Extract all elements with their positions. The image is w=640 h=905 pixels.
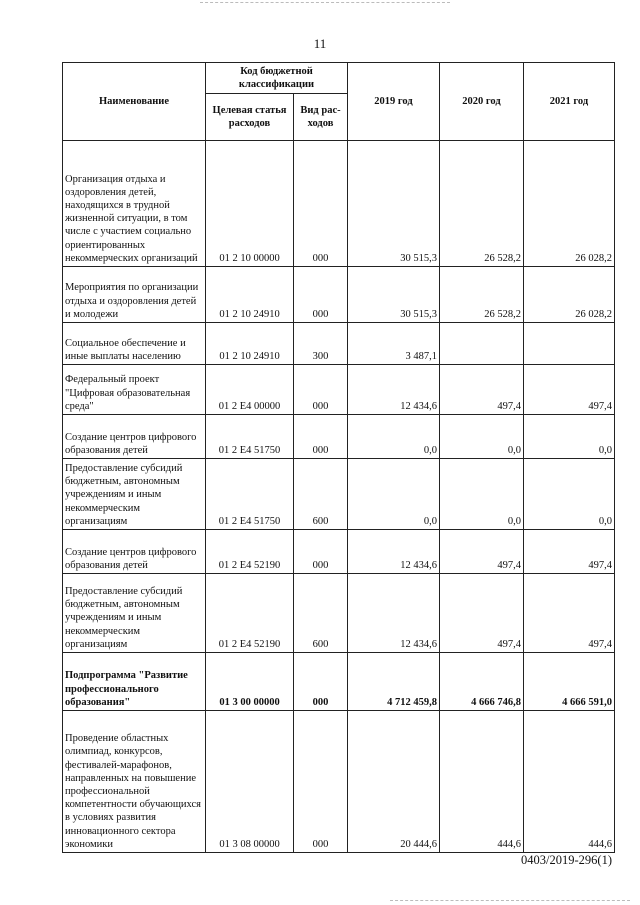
row-2019: 4 712 459,8 [348,653,440,711]
row-2021: 497,4 [524,530,615,574]
header-expense-kind: Вид рас-ходов [294,94,348,141]
table-row [63,711,615,853]
row-expense-kind: 000 [294,415,348,459]
row-name: Подпрограмма "Развитие профессионального образования" [63,653,206,711]
row-2020: 497,4 [440,574,524,653]
row-2019: 0,0 [348,459,440,530]
row-expense-kind: 600 [294,574,348,653]
row-2019: 12 434,6 [348,574,440,653]
row-2019: 12 434,6 [348,365,440,415]
row-2020: 497,4 [440,365,524,415]
row-2019: 30 515,3 [348,267,440,323]
row-name: Федеральный проект "Цифровая образовательная среда" [63,365,206,415]
row-2020: 26 528,2 [440,141,524,267]
table-row [63,365,615,415]
document-id: 0403/2019-296(1) [521,853,612,867]
page-number: 11 [313,36,327,51]
row-name: Создание центров цифрового образования детей [63,415,206,459]
row-target-article: 01 3 08 00000 [206,711,294,853]
row-target-article: 01 2 E4 00000 [206,365,294,415]
table-row [63,530,615,574]
table-row [63,459,615,530]
row-expense-kind: 000 [294,653,348,711]
row-name: Проведение областных олимпиад, конкурсов, фестивалей-марафонов, направленных на повышение профессиональной компетентности обучающихся в условиях развития инновационного сектора экономики [63,711,206,853]
row-name: Мероприятия по организации отдыха и оздоровления детей и молодежи [63,267,206,323]
bottom-scan-line [390,900,630,901]
row-name: Создание центров цифрового образования детей [63,530,206,574]
row-2021: 0,0 [524,459,615,530]
row-expense-kind: 000 [294,141,348,267]
row-expense-kind: 300 [294,323,348,365]
row-2021: 444,6 [524,711,615,853]
row-2019: 0,0 [348,415,440,459]
row-2021: 4 666 591,0 [524,653,615,711]
row-2021: 497,4 [524,365,615,415]
row-2021: 26 028,2 [524,141,615,267]
row-name: Организация отдыха и оздоровления детей, находящихся в трудной жизненной ситуации, в том числе с участием социально ориентированных некоммерческих организаций [63,141,206,267]
row-2019: 20 444,6 [348,711,440,853]
table-row [63,415,615,459]
table-row [63,574,615,653]
row-expense-kind: 000 [294,711,348,853]
header-name: Наименование [63,63,206,141]
row-2021 [524,323,615,365]
table-row [63,267,615,323]
budget-table [62,62,615,853]
row-target-article: 01 2 E4 51750 [206,459,294,530]
row-expense-kind: 600 [294,459,348,530]
row-target-article: 01 2 10 24910 [206,323,294,365]
table-row [63,141,615,267]
header-2020: 2020 год [440,63,524,141]
row-expense-kind: 000 [294,365,348,415]
row-name: Предоставление субсидий бюджетным, автономным учреждениям и иным некоммерческим организациям [63,574,206,653]
row-name: Предоставление субсидий бюджетным, автономным учреждениям и иным некоммерческим организациям [63,459,206,530]
row-target-article: 01 2 10 24910 [206,267,294,323]
row-2020: 26 528,2 [440,267,524,323]
row-2021: 0,0 [524,415,615,459]
row-2019: 30 515,3 [348,141,440,267]
header-2021: 2021 год [524,63,615,141]
row-2020 [440,323,524,365]
row-2020: 4 666 746,8 [440,653,524,711]
row-target-article: 01 2 E4 52190 [206,530,294,574]
row-target-article: 01 2 10 00000 [206,141,294,267]
row-name: Социальное обеспечение и иные выплаты населению [63,323,206,365]
row-2020: 497,4 [440,530,524,574]
row-target-article: 01 3 00 00000 [206,653,294,711]
row-2021: 26 028,2 [524,267,615,323]
row-2019: 12 434,6 [348,530,440,574]
row-target-article: 01 2 E4 52190 [206,574,294,653]
top-scan-line [200,2,450,3]
row-target-article: 01 2 E4 51750 [206,415,294,459]
row-2020: 0,0 [440,415,524,459]
row-expense-kind: 000 [294,530,348,574]
header-kbk-group: Код бюджетной классификации [206,63,348,94]
header-target-article: Целевая статья расходов [206,94,294,141]
row-2020: 444,6 [440,711,524,853]
row-expense-kind: 000 [294,267,348,323]
row-2020: 0,0 [440,459,524,530]
header-2019: 2019 год [348,63,440,141]
table-row [63,323,615,365]
row-2021: 497,4 [524,574,615,653]
row-2019: 3 487,1 [348,323,440,365]
table-row [63,653,615,711]
